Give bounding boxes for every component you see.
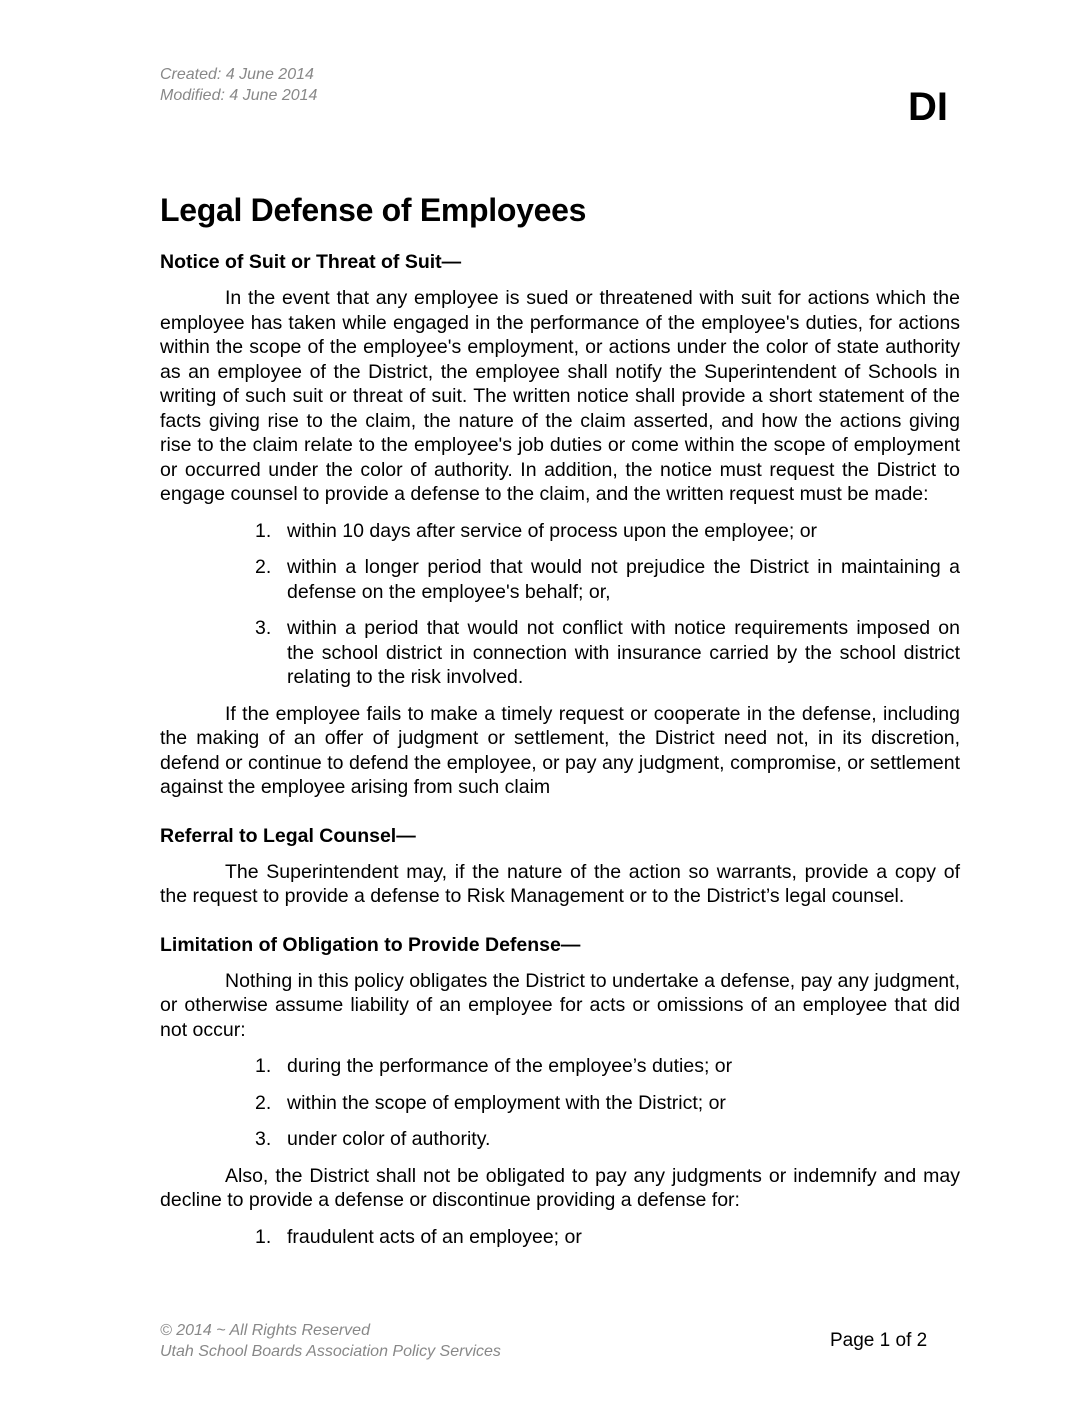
numbered-list — [160, 1054, 960, 1152]
list-item-text: within a longer period that would not prejudice the District in maintaining a defense on the employee's behalf; or, — [287, 556, 960, 603]
page-title: Legal Defense of Employees — [160, 192, 587, 228]
section-heading: Limitation of Obligation to Provide Defense— — [160, 933, 581, 956]
section-limitation-of-obligation — [160, 933, 960, 1250]
list-item — [160, 616, 960, 690]
numbered-list — [160, 1225, 960, 1250]
list-item — [160, 1225, 960, 1250]
policy-code: DI — [908, 85, 948, 129]
page-footer — [160, 1320, 501, 1362]
created-date: Created: 4 June 2014 — [160, 66, 314, 83]
modified-date: Modified: 4 June 2014 — [160, 87, 318, 104]
list-item-text: under color of authority. — [287, 1128, 491, 1150]
list-item — [160, 1091, 960, 1116]
section-paragraph: Also, the District shall not be obligated to pay any judgments or indemnify and may decline to provide a defense or discontinue providing a defense for: — [160, 1164, 960, 1211]
list-item-text: within 10 days after service of process upon the employee; or — [287, 519, 818, 542]
section-heading: Referral to Legal Counsel— — [160, 824, 416, 847]
list-item — [160, 1054, 960, 1079]
section-heading: Notice of Suit or Threat of Suit— — [160, 251, 462, 273]
organization-name: Utah School Boards Association Policy Services — [160, 1343, 501, 1360]
numbered-list — [160, 519, 960, 690]
list-item-text: within a period that would not conflict with notice requirements imposed on the school district in connection with insurance carried by the school district relating to the risk involved. — [287, 617, 960, 688]
list-number: 1. — [255, 519, 272, 542]
section-paragraph: If the employee fails to make a timely request or cooperate in the defense, including the making of an offer of judgment or settlement, the District need not, in its discretion, defend or continue to defend the employee, or pay any judgment, compromise, or settlement against the employee arising from such claim — [160, 702, 960, 798]
section-notice-of-suit — [160, 250, 960, 800]
list-item — [160, 555, 960, 604]
list-number: 3. — [255, 617, 272, 639]
section-paragraph: In the event that any employee is sued or threatened with suit for actions which the employee has taken while engaged in the performance of the employee's duties, for actions within the scope of the employee's employment, or actions under the color of state authority as an employee of the District, the employee shall notify the Superintendent of Schools in writing of such suit or threat of suit. The written notice shall provide a short statement of the facts giving rise to the claim, the nature of the claim asserted, and how the actions giving rise to the claim relate to the employee's job duties or come within the scope of employment or occurred under the color of authority. In addition, the notice must request the District to engage counsel to provide a defense to the claim, and the written request must be made: — [160, 287, 960, 505]
list-number: 2. — [255, 1091, 272, 1114]
policy-body — [160, 250, 960, 1261]
list-number: 2. — [255, 556, 272, 578]
section-paragraph: Nothing in this policy obligates the District to undertake a defense, pay any judgment, or otherwise assume liability of an employee for acts or omissions of an employee that did not occur: — [160, 969, 960, 1041]
document-metadata — [160, 64, 317, 106]
list-number: 3. — [255, 1128, 272, 1150]
list-item-text: during the performance of the employee’s duties; or — [287, 1055, 733, 1077]
section-referral-to-counsel — [160, 824, 960, 909]
list-item-text: within the scope of employment with the District; or — [287, 1091, 726, 1114]
list-number: 1. — [255, 1225, 272, 1248]
section-paragraph: The Superintendent may, if the nature of the action so warrants, provide a copy of the request to provide a defense to Risk Management or to the District’s legal counsel. — [160, 860, 960, 907]
list-item — [160, 1127, 960, 1152]
page-number: Page 1 of 2 — [830, 1330, 928, 1351]
copyright-notice: © 2014 ~ All Rights Reserved — [160, 1322, 370, 1339]
list-item — [160, 519, 960, 544]
list-number: 1. — [255, 1055, 272, 1077]
list-item-text: fraudulent acts of an employee; or — [287, 1225, 582, 1248]
